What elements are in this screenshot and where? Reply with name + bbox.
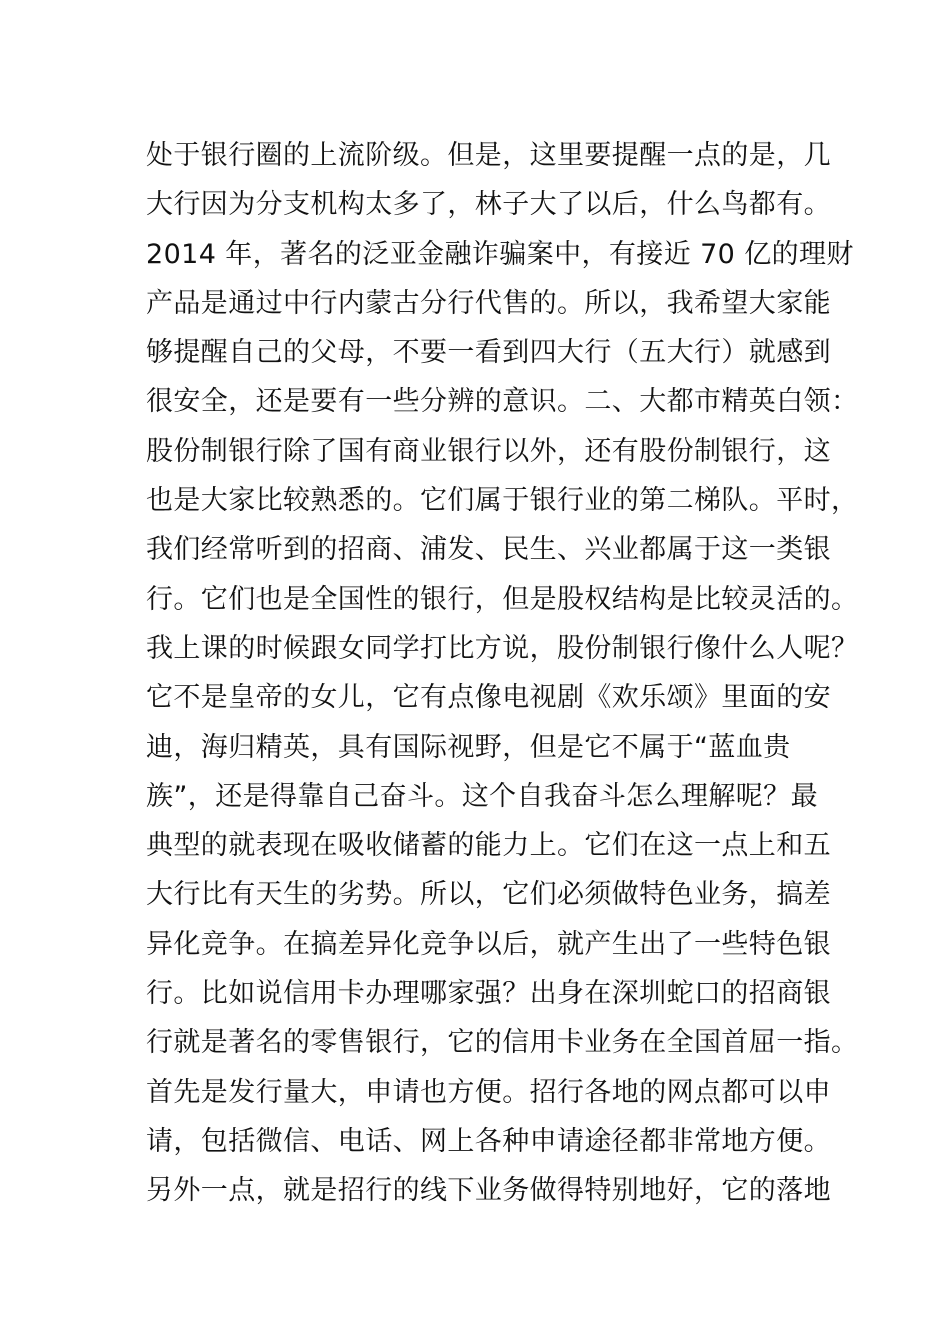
text-line: 请，包括微信、电话、网上各种申请途径都非常地方便。: [146, 1125, 831, 1157]
text-line: 另外一点，就是招行的线下业务做得特别地好，它的落地: [146, 1175, 831, 1207]
text-line: 典型的就表现在吸收储蓄的能力上。它们在这一点上和五: [146, 830, 831, 862]
text-line: 大行因为分支机构太多了，林子大了以后，什么鸟都有。: [146, 189, 831, 221]
text-line: 我们经常听到的招商、浦发、民生、兴业都属于这一类银: [146, 534, 831, 566]
text-line: 族”，还是得靠自己奋斗。这个自我奋斗怎么理解呢？最: [146, 780, 818, 812]
text-line: 行就是著名的零售银行，它的信用卡业务在全国首屈一指。: [146, 1027, 859, 1059]
text-line: 2014 年，著名的泛亚金融诈骗案中，有接近 70 亿的理财: [146, 238, 854, 270]
body-text: [146, 131, 859, 1216]
text-line: 产品是通过中行内蒙古分行代售的。所以，我希望大家能: [146, 287, 831, 319]
text-line: 股份制银行除了国有商业银行以外，还有股份制银行，这: [146, 435, 831, 467]
text-line: 也是大家比较熟悉的。它们属于银行业的第二梯队。平时，: [146, 485, 859, 517]
text-line: 行。它们也是全国性的银行，但是股权结构是比较灵活的。: [146, 583, 859, 615]
text-line: 行。比如说信用卡办理哪家强？出身在深圳蛇口的招商银: [146, 978, 831, 1010]
text-line: 很安全，还是要有一些分辨的意识。二、大都市精英白领：: [146, 386, 859, 418]
text-line: 处于银行圈的上流阶级。但是，这里要提醒一点的是，几: [146, 140, 831, 171]
text-line: 我上课的时候跟女同学打比方说，股份制银行像什么人呢？: [146, 632, 859, 664]
text-line: 够提醒自己的父母，不要一看到四大行（五大行）就感到: [146, 337, 831, 369]
text-line: 首先是发行量大，申请也方便。招行各地的网点都可以申: [146, 1076, 831, 1108]
text-line: 它不是皇帝的女儿，它有点像电视剧《欢乐颂》里面的安: [146, 682, 831, 714]
text-line: 异化竞争。在搞差异化竞争以后，就产生出了一些特色银: [146, 928, 831, 960]
text-line: 迪，海归精英，具有国际视野，但是它不属于“蓝血贵: [146, 731, 791, 763]
text-line: 大行比有天生的劣势。所以，它们必须做特色业务，搞差: [146, 879, 831, 911]
